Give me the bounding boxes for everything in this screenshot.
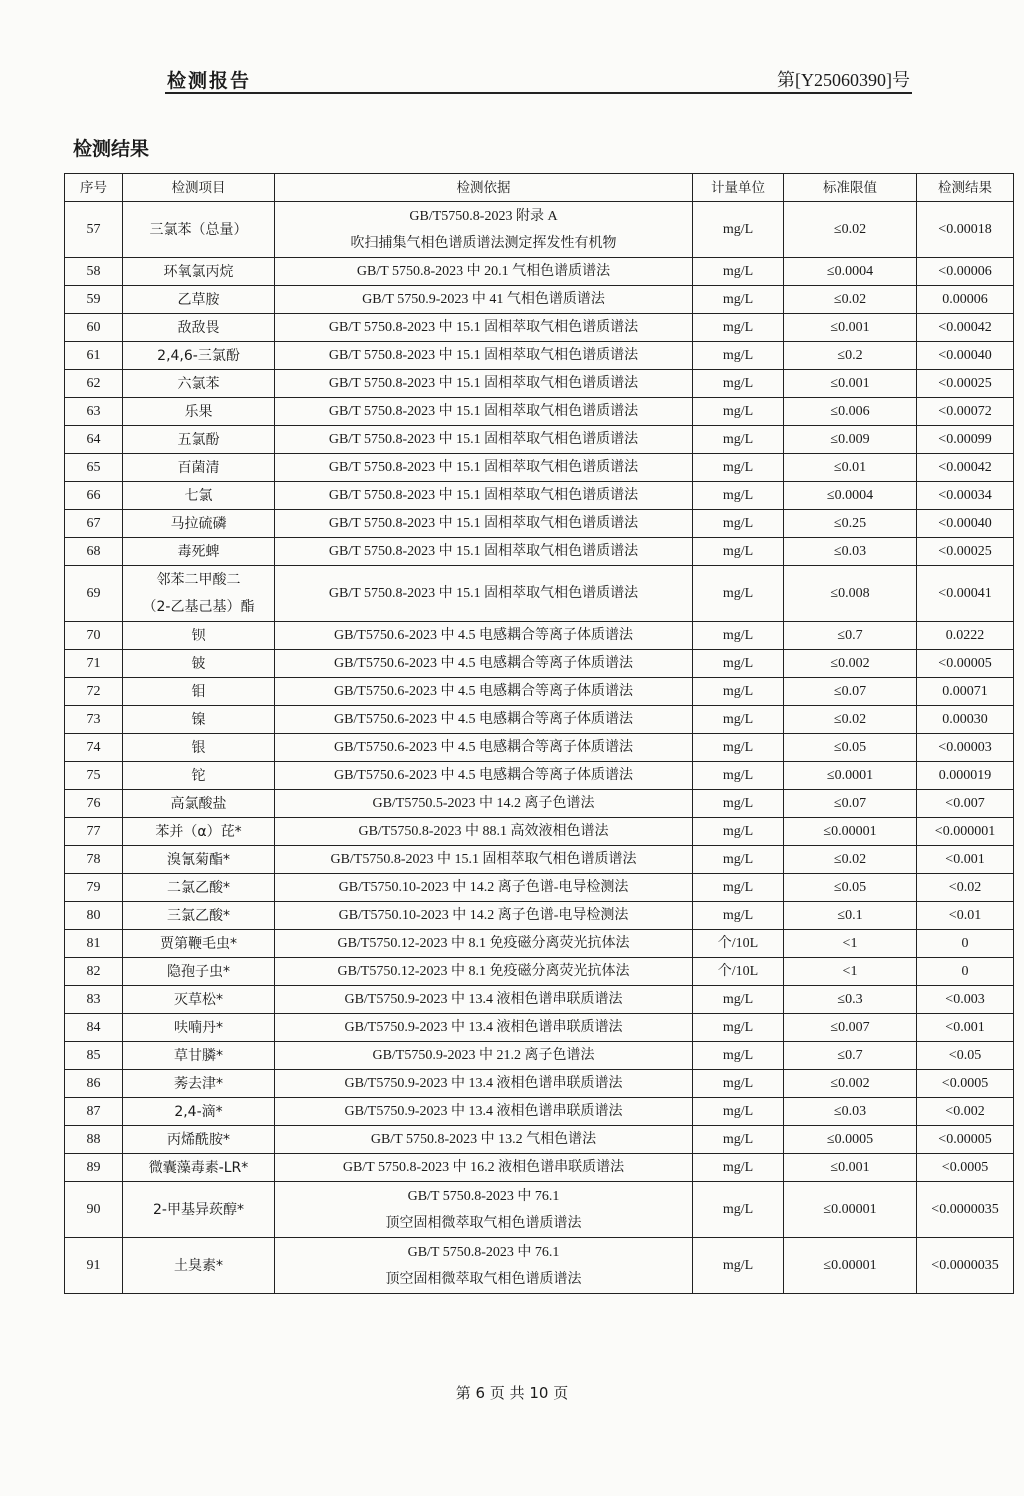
- table-row: [65, 1154, 1014, 1182]
- standard-limit: ≤0.00001: [784, 1182, 917, 1238]
- test-result: <0.00072: [917, 398, 1014, 426]
- test-result: 0.000019: [917, 762, 1014, 790]
- unit: mg/L: [693, 650, 784, 678]
- table-row: [65, 762, 1014, 790]
- test-basis: GB/T 5750.8-2023 中 20.1 气相色谱质谱法: [275, 258, 693, 286]
- unit: mg/L: [693, 1182, 784, 1238]
- unit: mg/L: [693, 566, 784, 622]
- standard-limit: ≤0.002: [784, 1070, 917, 1098]
- unit: mg/L: [693, 202, 784, 258]
- test-result: <0.00099: [917, 426, 1014, 454]
- test-item: 马拉硫磷: [123, 510, 275, 538]
- table-row: [65, 286, 1014, 314]
- test-item: 高氯酸盐: [123, 790, 275, 818]
- test-item: 2,4,6-三氯酚: [123, 342, 275, 370]
- test-basis: GB/T5750.6-2023 中 4.5 电感耦合等离子体质谱法: [275, 650, 693, 678]
- test-basis-line: 顶空固相微萃取气相色谱质谱法: [385, 1271, 582, 1287]
- table-row: [65, 1182, 1014, 1238]
- table-row: [65, 930, 1014, 958]
- row-number: 58: [65, 258, 123, 286]
- test-basis: GB/T5750.6-2023 中 4.5 电感耦合等离子体质谱法: [275, 622, 693, 650]
- row-number: 82: [65, 958, 123, 986]
- test-basis: GB/T 5750.8-2023 中 15.1 固相萃取气相色谱质谱法: [275, 510, 693, 538]
- unit: mg/L: [693, 874, 784, 902]
- standard-limit: ≤0.002: [784, 650, 917, 678]
- test-result: <0.00006: [917, 258, 1014, 286]
- test-basis: GB/T5750.10-2023 中 14.2 离子色谱-电导检测法: [275, 902, 693, 930]
- test-item: 莠去津*: [123, 1070, 275, 1098]
- unit: mg/L: [693, 902, 784, 930]
- test-result: <0.00040: [917, 342, 1014, 370]
- test-result: 0: [917, 958, 1014, 986]
- test-item: 三氯苯（总量）: [123, 202, 275, 258]
- test-item: 七氯: [123, 482, 275, 510]
- standard-limit: ≤0.0004: [784, 482, 917, 510]
- row-number: 81: [65, 930, 123, 958]
- row-number: 63: [65, 398, 123, 426]
- table-row: [65, 874, 1014, 902]
- unit: mg/L: [693, 314, 784, 342]
- test-item: 钡: [123, 622, 275, 650]
- row-number: 59: [65, 286, 123, 314]
- row-number: 66: [65, 482, 123, 510]
- test-basis: GB/T5750.9-2023 中 13.4 液相色谱串联质谱法: [275, 986, 693, 1014]
- test-item: 五氯酚: [123, 426, 275, 454]
- table-row: [65, 342, 1014, 370]
- table-row: [65, 734, 1014, 762]
- table-row: [65, 398, 1014, 426]
- test-item: 毒死蜱: [123, 538, 275, 566]
- standard-limit: ≤0.7: [784, 622, 917, 650]
- unit: mg/L: [693, 818, 784, 846]
- row-number: 87: [65, 1098, 123, 1126]
- row-number: 57: [65, 202, 123, 258]
- unit: mg/L: [693, 454, 784, 482]
- table-row: [65, 650, 1014, 678]
- test-result: <0.02: [917, 874, 1014, 902]
- test-item: 2,4-滴*: [123, 1098, 275, 1126]
- test-result: <0.00034: [917, 482, 1014, 510]
- column-header-unit: 计量单位: [693, 174, 784, 202]
- test-basis: GB/T 5750.8-2023 中 15.1 固相萃取气相色谱质谱法: [275, 454, 693, 482]
- test-basis: GB/T5750.6-2023 中 4.5 电感耦合等离子体质谱法: [275, 678, 693, 706]
- standard-limit: ≤0.0001: [784, 762, 917, 790]
- table-row: [65, 790, 1014, 818]
- standard-limit: ≤0.02: [784, 202, 917, 258]
- table-row: [65, 986, 1014, 1014]
- test-item: 铊: [123, 762, 275, 790]
- test-basis: GB/T5750.9-2023 中 13.4 液相色谱串联质谱法: [275, 1014, 693, 1042]
- table-row: [65, 818, 1014, 846]
- test-result: <0.001: [917, 846, 1014, 874]
- test-basis: GB/T5750.9-2023 中 13.4 液相色谱串联质谱法: [275, 1070, 693, 1098]
- column-header-result: 检测结果: [917, 174, 1014, 202]
- table-row: [65, 1098, 1014, 1126]
- row-number: 78: [65, 846, 123, 874]
- table-row: [65, 314, 1014, 342]
- document-title: 检测报告: [167, 70, 252, 92]
- page-number: 第 6 页 共 10 页: [455, 1384, 569, 1402]
- unit: mg/L: [693, 1014, 784, 1042]
- table-row: [65, 426, 1014, 454]
- table-row: [65, 846, 1014, 874]
- unit: mg/L: [693, 734, 784, 762]
- row-number: 80: [65, 902, 123, 930]
- test-result: <0.007: [917, 790, 1014, 818]
- standard-limit: ≤0.001: [784, 1154, 917, 1182]
- test-result: 0.00071: [917, 678, 1014, 706]
- test-item: 乙草胺: [123, 286, 275, 314]
- test-item: 铍: [123, 650, 275, 678]
- test-basis: GB/T5750.10-2023 中 14.2 离子色谱-电导检测法: [275, 874, 693, 902]
- test-result: <0.001: [917, 1014, 1014, 1042]
- test-basis: GB/T 5750.8-2023 中 15.1 固相萃取气相色谱质谱法: [275, 370, 693, 398]
- table-row: [65, 566, 1014, 622]
- test-result: <0.05: [917, 1042, 1014, 1070]
- unit: mg/L: [693, 342, 784, 370]
- table-row: [65, 1126, 1014, 1154]
- standard-limit: <1: [784, 930, 917, 958]
- standard-limit: ≤0.001: [784, 314, 917, 342]
- table-row: [65, 678, 1014, 706]
- table-row: [65, 958, 1014, 986]
- test-result: <0.00018: [917, 202, 1014, 258]
- test-basis: GB/T5750.8-2023 中 88.1 高效液相色谱法: [275, 818, 693, 846]
- test-basis-line: 顶空固相微萃取气相色谱质谱法: [385, 1215, 582, 1231]
- unit: mg/L: [693, 986, 784, 1014]
- standard-limit: ≤0.05: [784, 874, 917, 902]
- test-item: 百菌清: [123, 454, 275, 482]
- row-number: 75: [65, 762, 123, 790]
- unit: mg/L: [693, 370, 784, 398]
- row-number: 76: [65, 790, 123, 818]
- table-row: [65, 454, 1014, 482]
- test-basis: GB/T 5750.8-2023 中 13.2 气相色谱法: [275, 1126, 693, 1154]
- table-row: [65, 622, 1014, 650]
- table-row: [65, 902, 1014, 930]
- test-item-line: 邻苯二甲酸二: [156, 571, 241, 588]
- test-basis: GB/T 5750.8-2023 中 15.1 固相萃取气相色谱质谱法: [275, 538, 693, 566]
- row-number: 74: [65, 734, 123, 762]
- row-number: 68: [65, 538, 123, 566]
- standard-limit: ≤0.05: [784, 734, 917, 762]
- standard-limit: ≤0.007: [784, 1014, 917, 1042]
- row-number: 89: [65, 1154, 123, 1182]
- row-number: 69: [65, 566, 123, 622]
- row-number: 90: [65, 1182, 123, 1238]
- test-result: <0.00005: [917, 650, 1014, 678]
- test-item: 草甘膦*: [123, 1042, 275, 1070]
- table-row: [65, 1042, 1014, 1070]
- test-result: 0.00030: [917, 706, 1014, 734]
- test-result: 0.0222: [917, 622, 1014, 650]
- test-item: 微囊藻毒素-LR*: [123, 1154, 275, 1182]
- row-number: 67: [65, 510, 123, 538]
- page-header: [165, 64, 912, 94]
- table-row: [65, 1070, 1014, 1098]
- test-basis: GB/T5750.12-2023 中 8.1 免疫磁分离荧光抗体法: [275, 930, 693, 958]
- unit: mg/L: [693, 1126, 784, 1154]
- test-result: <0.0005: [917, 1070, 1014, 1098]
- row-number: 84: [65, 1014, 123, 1042]
- unit: mg/L: [693, 1098, 784, 1126]
- test-item: 溴氰菊酯*: [123, 846, 275, 874]
- unit: mg/L: [693, 538, 784, 566]
- test-result: 0: [917, 930, 1014, 958]
- test-result: <0.002: [917, 1098, 1014, 1126]
- test-basis: GB/T5750.8-2023 中 15.1 固相萃取气相色谱质谱法: [275, 846, 693, 874]
- standard-limit: ≤0.07: [784, 678, 917, 706]
- row-number: 71: [65, 650, 123, 678]
- test-basis: GB/T5750.6-2023 中 4.5 电感耦合等离子体质谱法: [275, 762, 693, 790]
- test-result: <0.00025: [917, 370, 1014, 398]
- row-number: 64: [65, 426, 123, 454]
- standard-limit: ≤0.001: [784, 370, 917, 398]
- standard-limit: ≤0.07: [784, 790, 917, 818]
- test-basis: GB/T 5750.8-2023 中 16.2 液相色谱串联质谱法: [275, 1154, 693, 1182]
- test-basis-line: 吹扫捕集气相色谱质谱法测定挥发性有机物: [350, 235, 617, 251]
- unit: mg/L: [693, 482, 784, 510]
- row-number: 85: [65, 1042, 123, 1070]
- column-header-no: 序号: [65, 174, 123, 202]
- test-basis-line: GB/T 5750.8-2023 中 76.1: [407, 1188, 560, 1204]
- unit: mg/L: [693, 1154, 784, 1182]
- row-number: 77: [65, 818, 123, 846]
- row-number: 62: [65, 370, 123, 398]
- row-number: 65: [65, 454, 123, 482]
- unit: mg/L: [693, 398, 784, 426]
- test-basis: GB/T5750.9-2023 中 21.2 离子色谱法: [275, 1042, 693, 1070]
- standard-limit: ≤0.25: [784, 510, 917, 538]
- test-item: 呋喃丹*: [123, 1014, 275, 1042]
- test-item: 敌敌畏: [123, 314, 275, 342]
- test-item: 三氯乙酸*: [123, 902, 275, 930]
- test-basis: GB/T 5750.8-2023 中 15.1 固相萃取气相色谱质谱法: [275, 482, 693, 510]
- test-basis-line: GB/T5750.8-2023 附录 A: [409, 208, 558, 224]
- unit: mg/L: [693, 1070, 784, 1098]
- test-item: 钼: [123, 678, 275, 706]
- standard-limit: ≤0.009: [784, 426, 917, 454]
- row-number: 79: [65, 874, 123, 902]
- standard-limit: ≤0.02: [784, 286, 917, 314]
- standard-limit: ≤0.2: [784, 342, 917, 370]
- table-row: [65, 510, 1014, 538]
- test-result: <0.00042: [917, 314, 1014, 342]
- test-item: 环氧氯丙烷: [123, 258, 275, 286]
- row-number: 61: [65, 342, 123, 370]
- standard-limit: ≤0.02: [784, 706, 917, 734]
- unit: mg/L: [693, 510, 784, 538]
- column-header-item: 检测项目: [123, 174, 275, 202]
- test-basis: GB/T5750.6-2023 中 4.5 电感耦合等离子体质谱法: [275, 734, 693, 762]
- row-number: 86: [65, 1070, 123, 1098]
- test-basis: GB/T5750.9-2023 中 13.4 液相色谱串联质谱法: [275, 1098, 693, 1126]
- section-title: 检测结果: [73, 138, 150, 160]
- test-basis: [275, 1182, 693, 1238]
- report-number: 第[Y25060390]号: [777, 70, 910, 90]
- unit: mg/L: [693, 678, 784, 706]
- unit: mg/L: [693, 846, 784, 874]
- standard-limit: ≤0.00001: [784, 818, 917, 846]
- table-row: [65, 1014, 1014, 1042]
- test-item: 六氯苯: [123, 370, 275, 398]
- table-row: [65, 482, 1014, 510]
- test-item: 镍: [123, 706, 275, 734]
- test-result: <0.003: [917, 986, 1014, 1014]
- row-number: 88: [65, 1126, 123, 1154]
- table-row: [65, 202, 1014, 258]
- column-header-basis: 检测依据: [275, 174, 693, 202]
- test-basis: [275, 202, 693, 258]
- test-result: <0.00042: [917, 454, 1014, 482]
- standard-limit: ≤0.03: [784, 538, 917, 566]
- row-number: 73: [65, 706, 123, 734]
- unit: mg/L: [693, 762, 784, 790]
- test-item: 二氯乙酸*: [123, 874, 275, 902]
- standard-limit: <1: [784, 958, 917, 986]
- table-body: [65, 202, 1014, 1294]
- test-basis: GB/T 5750.9-2023 中 41 气相色谱质谱法: [275, 286, 693, 314]
- test-basis: GB/T 5750.8-2023 中 15.1 固相萃取气相色谱质谱法: [275, 426, 693, 454]
- test-result: <0.00005: [917, 1126, 1014, 1154]
- test-item-line: （2-乙基己基）酯: [142, 598, 255, 615]
- test-result: 0.00006: [917, 286, 1014, 314]
- row-number: 60: [65, 314, 123, 342]
- unit: 个/10L: [693, 958, 784, 986]
- test-result: <0.000001: [917, 818, 1014, 846]
- test-basis: [275, 1238, 693, 1294]
- test-result: <0.0000035: [917, 1238, 1014, 1294]
- test-result: <0.0005: [917, 1154, 1014, 1182]
- test-basis: GB/T5750.12-2023 中 8.1 免疫磁分离荧光抗体法: [275, 958, 693, 986]
- standard-limit: ≤0.03: [784, 1098, 917, 1126]
- standard-limit: ≤0.3: [784, 986, 917, 1014]
- test-result: <0.00003: [917, 734, 1014, 762]
- test-item: 2-甲基异莰醇*: [123, 1182, 275, 1238]
- table-header-row: [65, 174, 1014, 202]
- standard-limit: ≤0.02: [784, 846, 917, 874]
- test-item: 苯并（α）芘*: [123, 818, 275, 846]
- standard-limit: ≤0.0004: [784, 258, 917, 286]
- unit: mg/L: [693, 706, 784, 734]
- test-result: <0.01: [917, 902, 1014, 930]
- standard-limit: ≤0.0005: [784, 1126, 917, 1154]
- test-basis-line: GB/T 5750.8-2023 中 76.1: [407, 1244, 560, 1260]
- unit: mg/L: [693, 258, 784, 286]
- test-basis: GB/T5750.6-2023 中 4.5 电感耦合等离子体质谱法: [275, 706, 693, 734]
- test-basis: GB/T5750.5-2023 中 14.2 离子色谱法: [275, 790, 693, 818]
- table-row: [65, 706, 1014, 734]
- row-number: 72: [65, 678, 123, 706]
- test-item: 隐孢子虫*: [123, 958, 275, 986]
- unit: mg/L: [693, 426, 784, 454]
- test-result: <0.00040: [917, 510, 1014, 538]
- standard-limit: ≤0.006: [784, 398, 917, 426]
- table-row: [65, 1238, 1014, 1294]
- row-number: 83: [65, 986, 123, 1014]
- standard-limit: ≤0.00001: [784, 1238, 917, 1294]
- test-item: 乐果: [123, 398, 275, 426]
- standard-limit: ≤0.01: [784, 454, 917, 482]
- test-basis: GB/T 5750.8-2023 中 15.1 固相萃取气相色谱质谱法: [275, 314, 693, 342]
- column-header-limit: 标准限值: [784, 174, 917, 202]
- table-row: [65, 370, 1014, 398]
- unit: 个/10L: [693, 930, 784, 958]
- row-number: 70: [65, 622, 123, 650]
- test-basis: GB/T 5750.8-2023 中 15.1 固相萃取气相色谱质谱法: [275, 398, 693, 426]
- test-item: 丙烯酰胺*: [123, 1126, 275, 1154]
- results-table: [64, 173, 1014, 1294]
- test-item: 土臭素*: [123, 1238, 275, 1294]
- table-row: [65, 258, 1014, 286]
- test-basis: GB/T 5750.8-2023 中 15.1 固相萃取气相色谱质谱法: [275, 342, 693, 370]
- test-basis: GB/T 5750.8-2023 中 15.1 固相萃取气相色谱质谱法: [275, 566, 693, 622]
- standard-limit: ≤0.7: [784, 1042, 917, 1070]
- unit: mg/L: [693, 622, 784, 650]
- standard-limit: ≤0.008: [784, 566, 917, 622]
- test-item: [123, 566, 275, 622]
- unit: mg/L: [693, 1238, 784, 1294]
- test-item: 灭草松*: [123, 986, 275, 1014]
- unit: mg/L: [693, 286, 784, 314]
- test-result: <0.00041: [917, 566, 1014, 622]
- standard-limit: ≤0.1: [784, 902, 917, 930]
- row-number: 91: [65, 1238, 123, 1294]
- unit: mg/L: [693, 790, 784, 818]
- table-row: [65, 538, 1014, 566]
- test-item: 贾第鞭毛虫*: [123, 930, 275, 958]
- test-item: 银: [123, 734, 275, 762]
- test-result: <0.00025: [917, 538, 1014, 566]
- unit: mg/L: [693, 1042, 784, 1070]
- test-result: <0.0000035: [917, 1182, 1014, 1238]
